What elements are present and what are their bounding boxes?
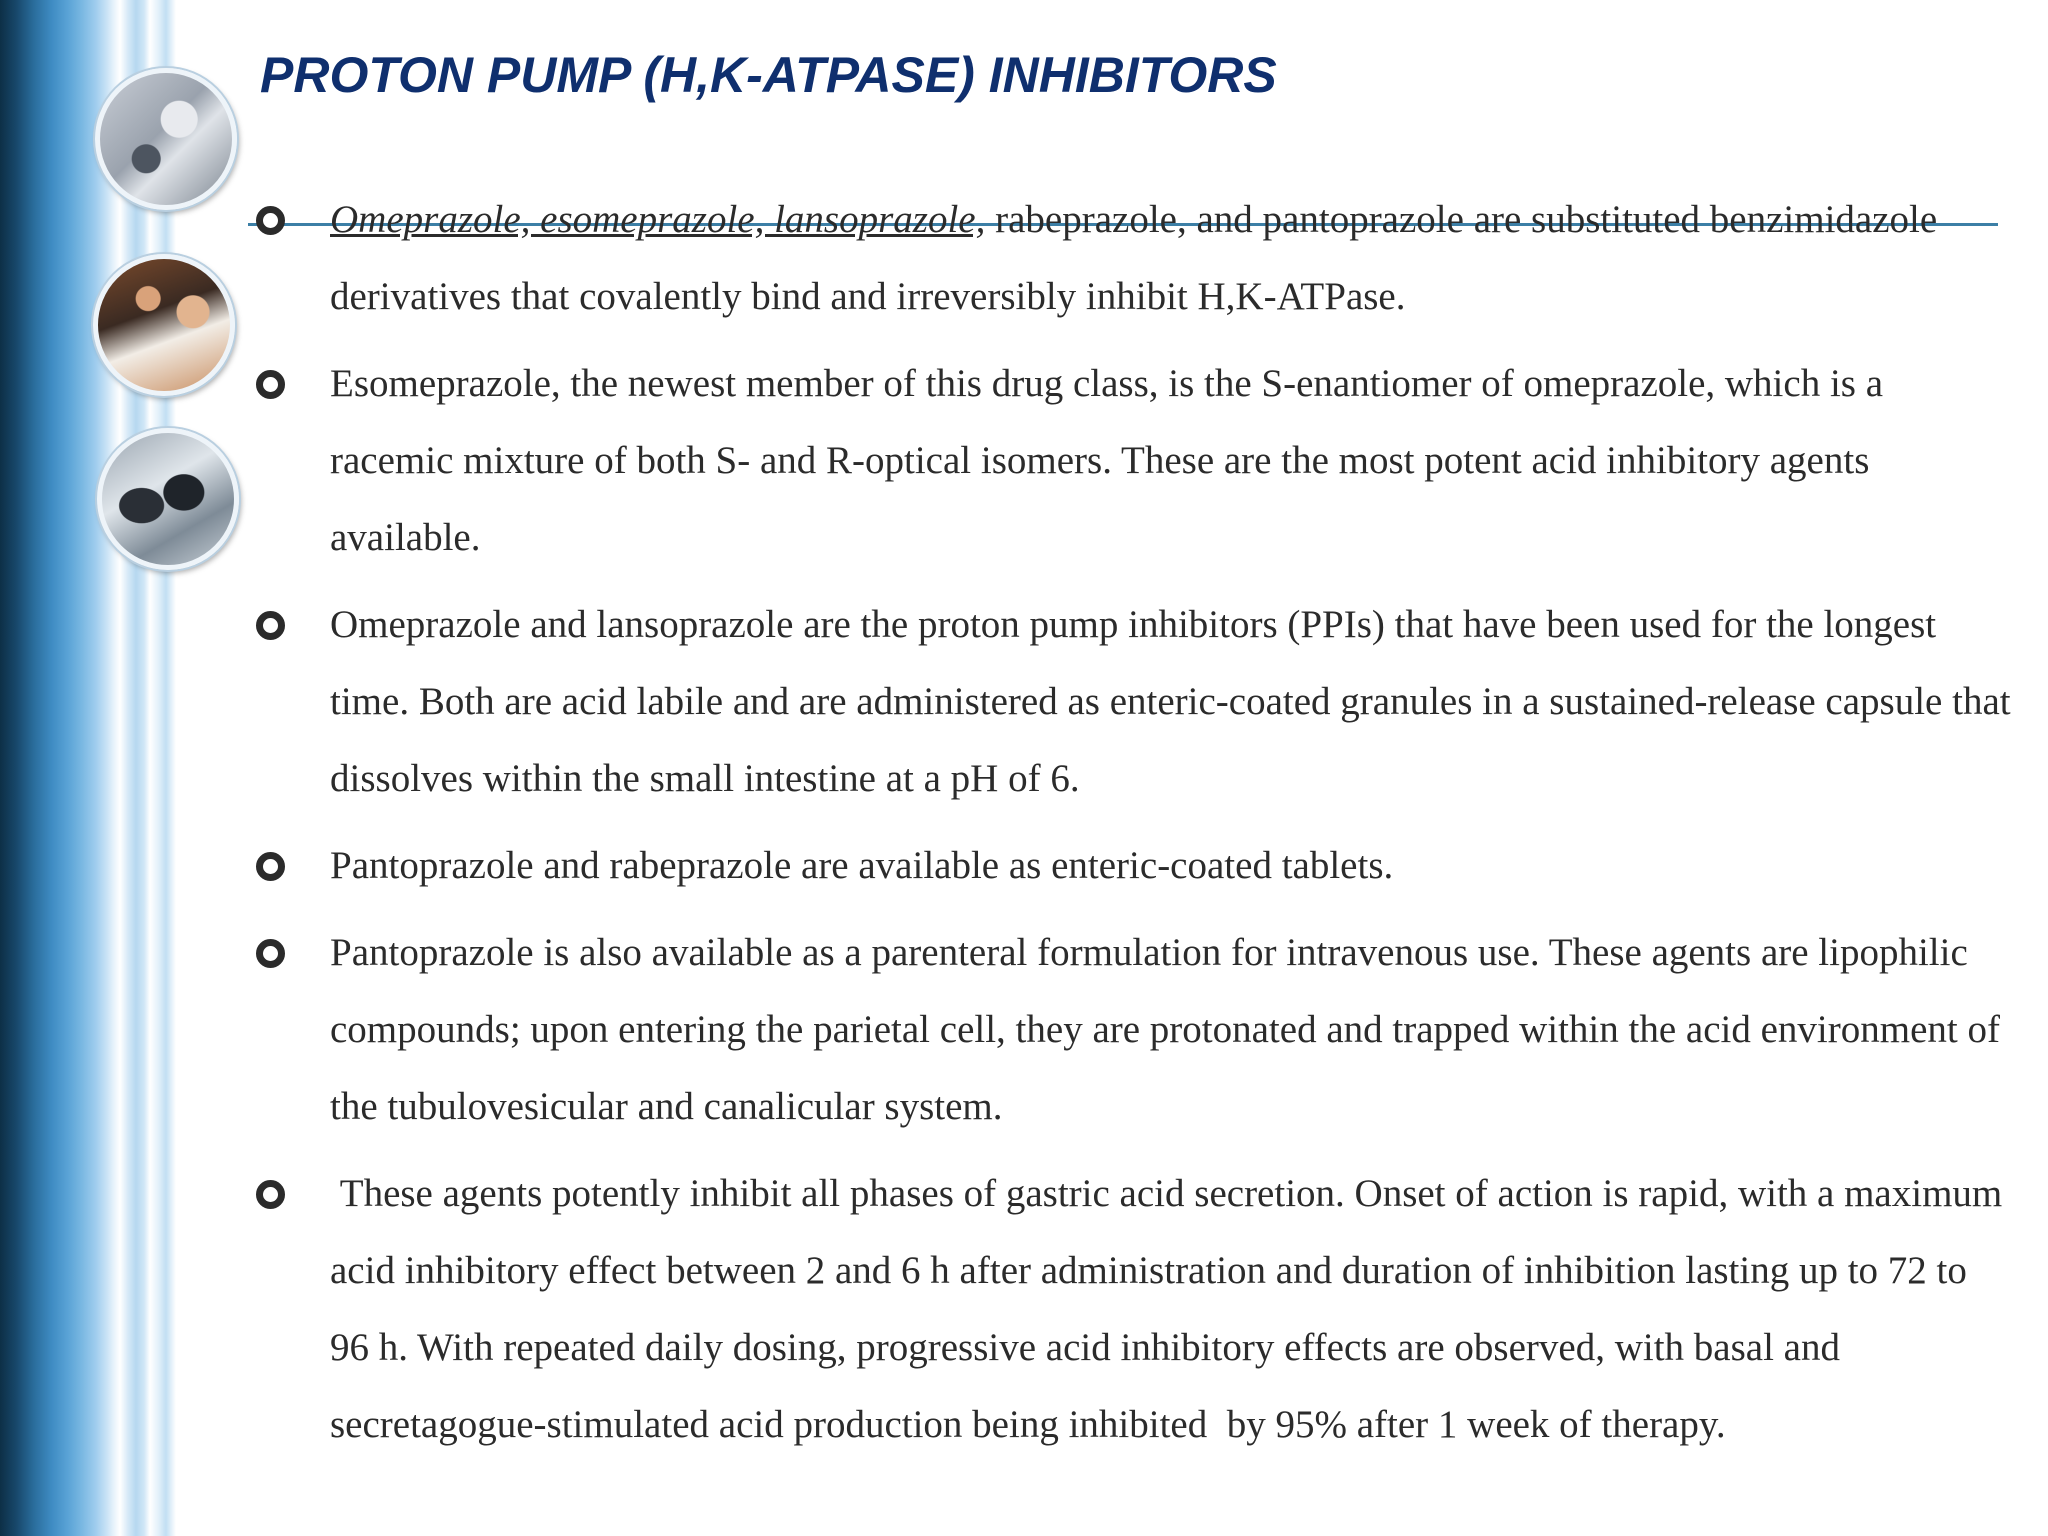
ring-bullet-icon — [256, 1180, 285, 1209]
ring-bullet-icon — [256, 939, 285, 968]
ring-bullet-icon — [256, 206, 285, 235]
ring-bullet-icon — [256, 852, 285, 881]
bullet-item — [252, 827, 2012, 904]
business-photo-icon — [95, 68, 237, 210]
bullet-text: Esomeprazole, the newest member of this drug class, is the S-enantiomer of omeprazole, which is a racemic mixture of both S- and R-optical isomers. These are the most potent acid inhibitory agents available. — [330, 362, 1884, 559]
slide-title: PROTON PUMP (H,K-ATPASE) INHIBITORS — [260, 47, 1277, 103]
bullet-text: Pantoprazole and rabeprazole are available as enteric-coated tablets. — [330, 844, 1394, 887]
bullet-text: These agents potently inhibit all phases of gastric acid secretion. Onset of action is rapid, with a maximum acid inhibitory effect between 2 and 6 h after administration and duration of inhibition lasting up to 72 to 96 h. With repeated daily dosing, progressive acid inhibitory effects are observed, with basal and secretagogue-stimulated acid production being inhibited by 95% after 1 week of therapy. — [330, 1172, 2012, 1446]
bullet-item — [252, 181, 2012, 335]
bullet-lead-drug-names: Omeprazole, esomeprazole, lansoprazole, — [330, 198, 986, 241]
bullet-list — [252, 181, 2012, 1473]
bullet-text: rabeprazole, and pantoprazole are substituted benzimidazole derivatives that covalently bind and irreversibly inhibit H,K-ATPase. — [330, 198, 1938, 318]
meeting-photo-icon — [93, 254, 235, 396]
bullet-text: Omeprazole and lansoprazole are the proton pump inhibitors (PPIs) that have been used for the longest time. Both are acid labile and are administered as enteric-coated granules in a sustained-release capsule that dissolves within the small intestine at a pH of 6. — [330, 603, 2011, 800]
ring-bullet-icon — [256, 370, 285, 399]
bullet-item — [252, 914, 2012, 1145]
people-walking-photo-icon — [97, 428, 239, 570]
bullet-item — [252, 345, 2012, 576]
bullet-item — [252, 586, 2012, 817]
bullet-item — [252, 1155, 2012, 1463]
bullet-text: Pantoprazole is also available as a parenteral formulation for intravenous use. These agents are lipophilic compounds; upon entering the parietal cell, they are protonated and trapped within the acid environment of the tubulovesicular and canalicular system. — [330, 931, 2000, 1128]
ring-bullet-icon — [256, 611, 285, 640]
decorative-side-band — [0, 0, 184, 1536]
